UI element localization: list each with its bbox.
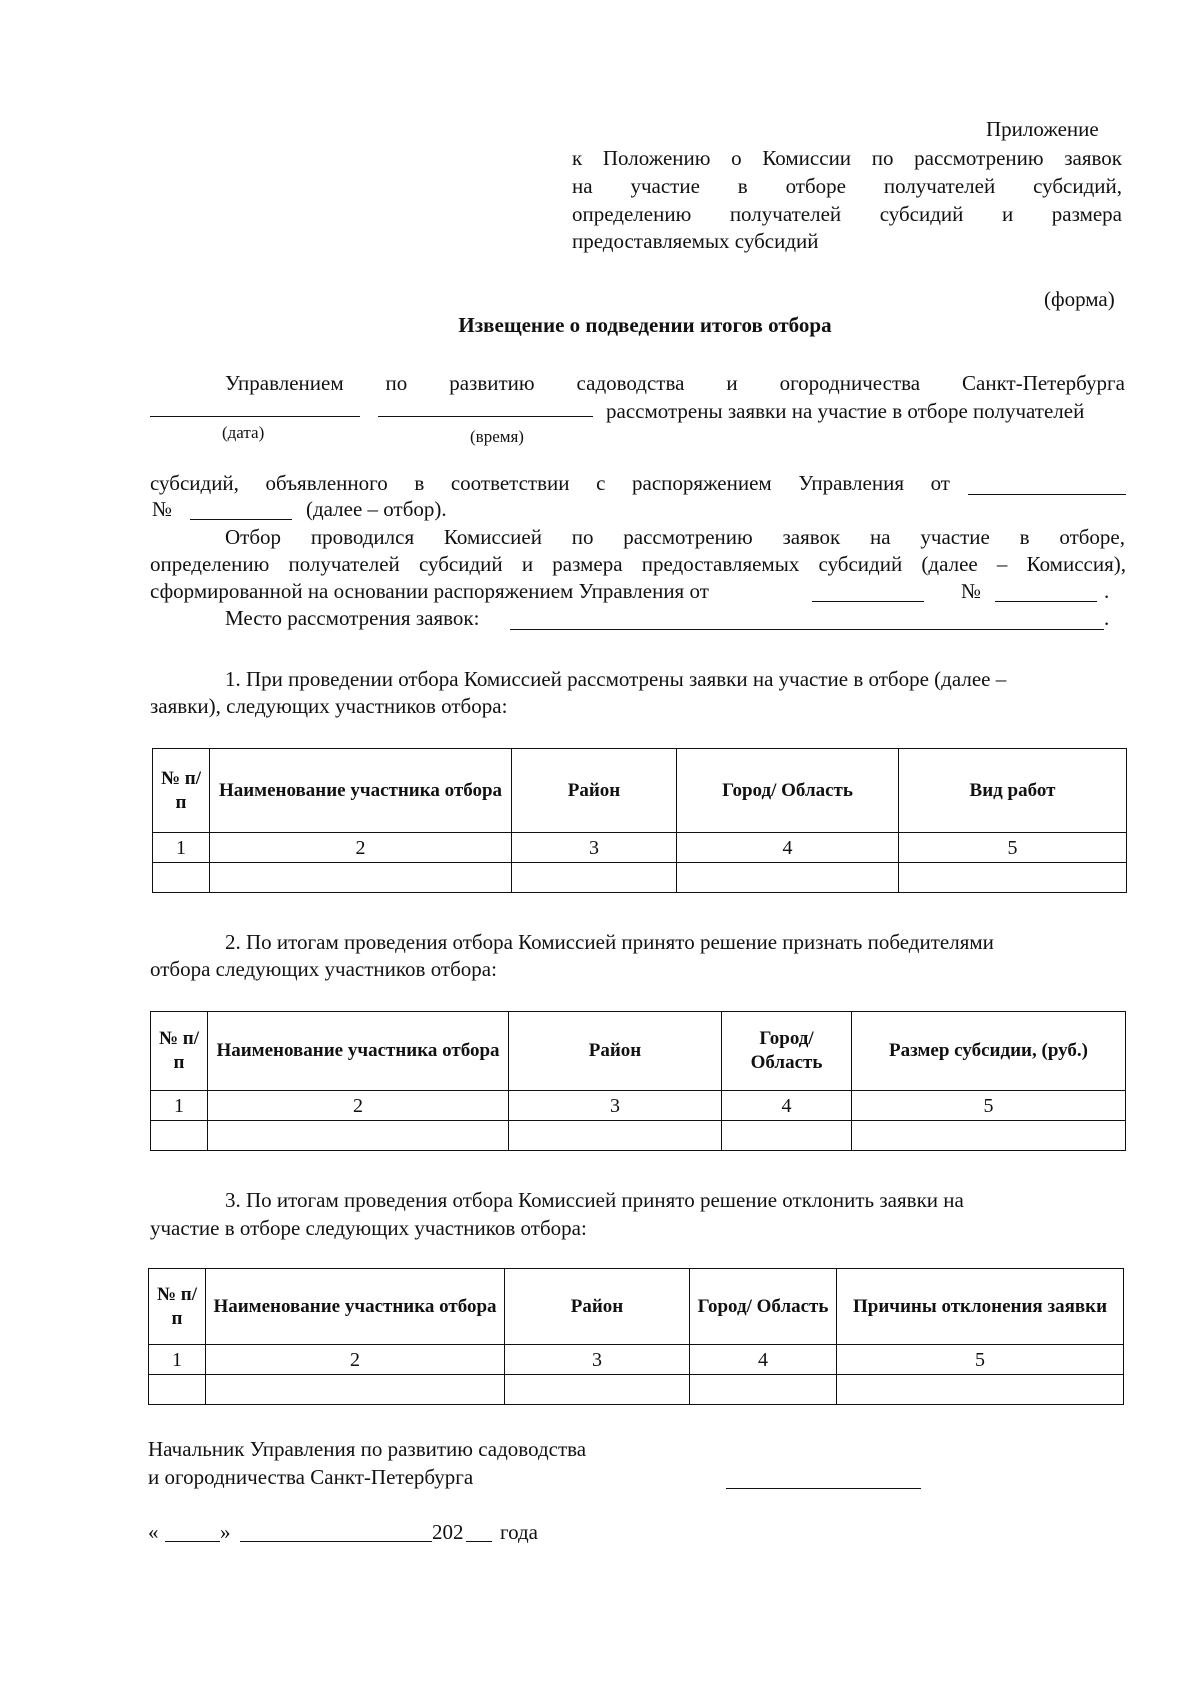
month-blank — [240, 1541, 432, 1542]
section2-text-2: отбора следующих участников отбора: — [150, 957, 497, 981]
number-cell: 1 — [151, 1091, 208, 1121]
intro-line-3: субсидий, объявленного в соответствии с распоряжением Управления от — [150, 471, 950, 495]
section2-text-1: 2. По итогам проведения отбора Комиссией принято решение признать победителями — [225, 930, 994, 954]
intro-line-8-end: . — [1104, 606, 1110, 630]
section1-text-1: 1. При проведении отбора Комиссией рассмотрены заявки на участие в отборе (далее – — [225, 667, 1007, 691]
intro-line-5: Отбор проводился Комиссией по рассмотрению заявок на участие в отборе, — [225, 525, 1125, 549]
intro-line-7-end: . — [1104, 579, 1110, 603]
intro-line-2-tail: рассмотрены заявки на участие в отборе получателей — [606, 399, 1085, 423]
header-cell: Район — [509, 1012, 722, 1091]
empty-cell — [899, 863, 1127, 893]
intro-line-6: определению получателей субсидий и размера предоставляемых субсидий (далее – Комиссия), — [150, 552, 1126, 576]
year-prefix: 202 — [432, 1520, 464, 1544]
table-row — [153, 833, 1127, 863]
header-cell: № п/п — [153, 749, 210, 833]
number-cell: 4 — [690, 1345, 837, 1375]
table-row — [149, 1375, 1124, 1405]
year-suffix: года — [500, 1520, 538, 1544]
empty-cell — [210, 863, 512, 893]
number-cell: 5 — [837, 1345, 1124, 1375]
intro-line-4-no: № — [152, 497, 173, 521]
header-cell: Вид работ — [899, 749, 1127, 833]
commission-order-number-blank — [995, 601, 1097, 602]
header-cell: Район — [505, 1269, 690, 1345]
date-blank — [150, 416, 360, 417]
empty-cell — [512, 863, 677, 893]
year-blank — [466, 1541, 492, 1542]
date-close-quote: » — [220, 1520, 231, 1544]
table-header-row — [151, 1012, 1126, 1091]
date-caption: (дата) — [222, 423, 265, 442]
table-header-row — [153, 749, 1127, 833]
signature-blank — [726, 1488, 921, 1489]
number-cell: 5 — [852, 1091, 1126, 1121]
empty-cell — [151, 1121, 208, 1151]
number-cell: 5 — [899, 833, 1127, 863]
intro-line-7-head: сформированной на основании распоряжением Управления от — [150, 579, 709, 603]
appendix-title: Приложение — [986, 117, 1099, 141]
intro-line-8-head: Место рассмотрения заявок: — [225, 606, 480, 630]
intro-line-1: Управлением по развитию садоводства и огородничества Санкт-Петербурга — [225, 371, 1125, 395]
date-open-quote: « — [148, 1520, 159, 1544]
place-blank — [510, 629, 1104, 630]
table-header-row — [149, 1269, 1124, 1345]
number-cell: 2 — [208, 1091, 509, 1121]
form-label: (форма) — [1044, 287, 1115, 311]
header-cell: Наименование участника отбора — [210, 749, 512, 833]
empty-cell — [677, 863, 899, 893]
table-row — [151, 1121, 1126, 1151]
empty-cell — [208, 1121, 509, 1151]
header-cell: Город/ Область — [677, 749, 899, 833]
empty-cell — [149, 1375, 206, 1405]
day-blank — [165, 1541, 220, 1542]
participants-table — [152, 748, 1127, 893]
number-cell: 1 — [149, 1345, 206, 1375]
table-row — [153, 863, 1127, 893]
empty-cell — [505, 1375, 690, 1405]
empty-cell — [690, 1375, 837, 1405]
time-caption: (время) — [470, 427, 524, 446]
header-cell: Район — [512, 749, 677, 833]
table-row — [149, 1345, 1124, 1375]
empty-cell — [852, 1121, 1126, 1151]
number-cell: 4 — [722, 1091, 852, 1121]
commission-order-date-blank — [812, 601, 924, 602]
order-number-blank — [190, 519, 292, 520]
header-cell: Наименование участника отбора — [206, 1269, 505, 1345]
header-cell: Размер субсидии, (руб.) — [852, 1012, 1126, 1091]
empty-cell — [837, 1375, 1124, 1405]
header-cell: Город/ Область — [722, 1012, 852, 1091]
number-cell: 2 — [206, 1345, 505, 1375]
order-date-blank — [968, 494, 1126, 495]
empty-cell — [153, 863, 210, 893]
intro-line-4-tail: (далее – отбор). — [306, 497, 447, 521]
number-cell: 3 — [509, 1091, 722, 1121]
signature-line-2: и огородничества Санкт-Петербурга — [148, 1465, 474, 1489]
appendix-line-2: на участие в отборе получателей субсидий, — [572, 174, 1122, 198]
section3-text-2: участие в отборе следующих участников отбора: — [150, 1216, 587, 1240]
number-cell: 2 — [210, 833, 512, 863]
empty-cell — [509, 1121, 722, 1151]
number-cell: 1 — [153, 833, 210, 863]
header-cell: № п/п — [149, 1269, 206, 1345]
empty-cell — [722, 1121, 852, 1151]
appendix-line-3: определению получателей субсидий и размера — [572, 202, 1122, 226]
header-cell: Причины отклонения заявки — [837, 1269, 1124, 1345]
header-cell: Наименование участника отбора — [208, 1012, 509, 1091]
section1-text-2: заявки), следующих участников отбора: — [150, 694, 508, 718]
table-row — [151, 1091, 1126, 1121]
number-cell: 4 — [677, 833, 899, 863]
empty-cell — [206, 1375, 505, 1405]
intro-line-7-no: № — [961, 579, 982, 603]
header-cell: Город/ Область — [690, 1269, 837, 1345]
winners-table — [150, 1011, 1126, 1151]
appendix-line-1: к Положению о Комиссии по рассмотрению заявок — [572, 146, 1122, 170]
document-heading: Извещение о подведении итогов отбора — [458, 313, 832, 337]
signature-line-1: Начальник Управления по развитию садоводства — [148, 1437, 587, 1461]
number-cell: 3 — [512, 833, 677, 863]
rejected-table — [148, 1268, 1124, 1405]
number-cell: 3 — [505, 1345, 690, 1375]
appendix-line-4: предоставляемых субсидий — [572, 229, 819, 253]
header-cell: № п/п — [151, 1012, 208, 1091]
section3-text-1: 3. По итогам проведения отбора Комиссией принято решение отклонить заявки на — [225, 1188, 964, 1212]
time-blank — [378, 416, 593, 417]
